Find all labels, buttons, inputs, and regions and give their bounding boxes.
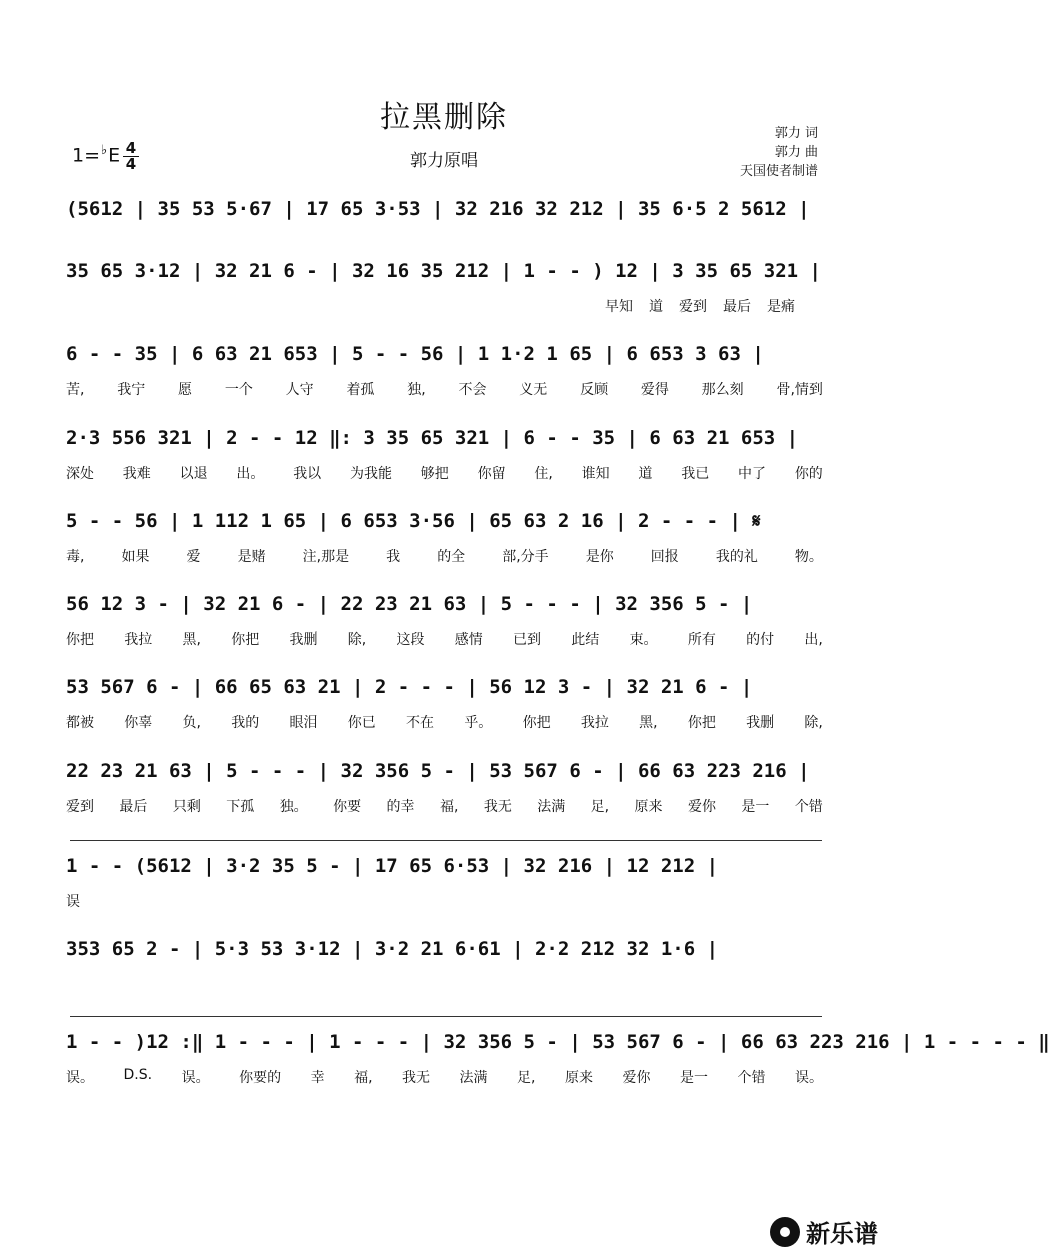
notation-line: 22 23 21 63 | 5 - - - | 32 356 5 - | 53 567 6 - | 66 63 223 216 | xyxy=(66,760,810,782)
notation-line: 2·3 556 321 | 2 - - 12 ‖: 3 35 65 321 | 6 - - 35 | 6 63 21 653 | xyxy=(66,427,799,449)
lyric-word: 束。 xyxy=(629,632,658,648)
lyric-word: 爱你 xyxy=(622,1070,651,1086)
lyricist-credit: 郭力 词 xyxy=(774,126,818,141)
lyric-word: 你把 xyxy=(66,632,94,648)
lyric-word: 爱得 xyxy=(640,382,669,398)
lyric-word: 误。 xyxy=(66,1070,94,1086)
lyric-word: 爱 xyxy=(186,549,201,565)
lyric-line xyxy=(66,712,823,730)
lyric-line xyxy=(66,891,126,909)
lyric-word: 法满 xyxy=(459,1070,488,1086)
lyric-word: 法满 xyxy=(537,799,566,815)
lyric-line xyxy=(66,546,823,564)
notation-line: 353 65 2 - | 5·3 53 3·12 | 3·2 21 6·61 | 2·2 212 32 1·6 | xyxy=(66,938,719,960)
lyric-line xyxy=(66,796,823,814)
lyric-word: 道 xyxy=(638,466,653,482)
lyric-word: 最后 xyxy=(119,799,148,815)
notation-line: 56 12 3 - | 32 21 6 - | 22 23 21 63 | 5 - - - | 32 356 5 - | xyxy=(66,593,753,615)
lyric-word: 爱到 xyxy=(66,799,94,815)
lyric-word: 的付 xyxy=(746,632,775,648)
time-signature-top: 4 xyxy=(125,139,137,157)
time-signature xyxy=(123,141,139,172)
lyric-word: 下孤 xyxy=(226,799,255,815)
lyric-word: 早知 xyxy=(605,299,633,315)
lyric-word: 物。 xyxy=(794,549,823,565)
lyric-word: 都被 xyxy=(66,715,94,731)
lyric-word: 所有 xyxy=(687,632,716,648)
lyric-word: 是赌 xyxy=(237,549,266,565)
lyric-word: 个错 xyxy=(794,799,823,815)
lyric-word: 乎。 xyxy=(464,715,493,731)
notation-line: 1 - - (5612 | 3·2 35 5 - | 17 65 6·53 | 32 216 | 12 212 | xyxy=(66,855,719,877)
lyric-word: 爱到 xyxy=(679,299,707,315)
vinyl-disc-icon xyxy=(770,1217,800,1247)
lyric-word: 道 xyxy=(649,299,663,315)
lyric-word: 中了 xyxy=(738,466,767,482)
lyric-word: 已到 xyxy=(513,632,542,648)
composer-credit: 郭力 曲 xyxy=(774,145,818,160)
lyric-word: 苦, xyxy=(66,382,85,398)
lyric-word: 此结 xyxy=(571,632,600,648)
lyric-word: 不会 xyxy=(458,382,487,398)
notation-line: (5612 | 35 53 5·67 | 17 65 3·53 | 32 216 32 212 | 35 6·5 2 5612 | xyxy=(66,198,810,220)
lyric-word: 黑, xyxy=(639,715,658,731)
time-signature-bottom: 4 xyxy=(123,156,139,172)
lyric-word: 我的 xyxy=(231,715,260,731)
lyric-word: 你要 xyxy=(333,799,362,815)
notation-line: 5 - - 56 | 1 112 1 65 | 6 653 3·56 | 65 63 2 16 | 2 - - - | 𝄋 xyxy=(66,510,761,532)
lyric-word: 的幸 xyxy=(386,799,415,815)
lyric-word: 我以 xyxy=(293,466,322,482)
lyric-word: 不在 xyxy=(406,715,435,731)
lyric-word: 除, xyxy=(804,715,823,731)
notation-line: 1 - - )12 :‖ 1 - - - | 1 - - - | 32 356 5 - | 53 567 6 - | 66 63 223 216 | 1 - - - - ‖ xyxy=(66,1031,1050,1053)
lyric-line xyxy=(66,379,823,397)
lyric-word: 福, xyxy=(354,1070,373,1086)
lyric-word: 着孤 xyxy=(346,382,375,398)
lyric-word: 我的礼 xyxy=(715,549,758,565)
notation-line: 53 567 6 - | 66 65 63 21 | 2 - - - | 56 12 3 - | 32 21 6 - | xyxy=(66,676,753,698)
lyric-word: 我删 xyxy=(289,632,318,648)
watermark-logo xyxy=(770,1214,878,1249)
lyric-word: 幸 xyxy=(310,1070,325,1086)
lyric-word: 我已 xyxy=(681,466,710,482)
lyric-word: 义无 xyxy=(519,382,548,398)
lyric-word: 感情 xyxy=(454,632,483,648)
lyric-word: 我无 xyxy=(402,1070,431,1086)
lyric-word: 个错 xyxy=(737,1070,766,1086)
original-singer: 郭力原唱 xyxy=(410,151,478,171)
key-note: E xyxy=(108,144,121,167)
lyric-word: 这段 xyxy=(396,632,425,648)
lyric-word: 福, xyxy=(439,799,459,815)
lyric-word: 出, xyxy=(804,632,823,648)
lyric-word: 你把 xyxy=(687,715,716,731)
flat-sign: ♭ xyxy=(101,143,108,158)
lyric-word: D.S. xyxy=(123,1067,153,1083)
lyric-word: 爱你 xyxy=(687,799,716,815)
arranger-credit: 天国使者制谱 xyxy=(739,164,818,179)
lyric-word: 我难 xyxy=(122,466,151,482)
lyric-word: 出。 xyxy=(236,466,265,482)
lyric-word: 愿 xyxy=(178,382,193,398)
lyric-word: 误。 xyxy=(181,1070,210,1086)
lyric-line xyxy=(66,1067,823,1085)
lyric-word: 部,分手 xyxy=(502,549,549,565)
lyric-word: 为我能 xyxy=(349,466,392,482)
lyric-word: 我拉 xyxy=(124,632,153,648)
lyric-word: 的全 xyxy=(437,549,466,565)
lyric-word: 独。 xyxy=(279,799,308,815)
lyric-word: 毒, xyxy=(66,549,85,565)
lyric-word: 反顾 xyxy=(580,382,609,398)
watermark-brand: 新乐谱 xyxy=(806,1220,878,1248)
lyric-word: 是你 xyxy=(585,549,614,565)
lyric-word: 住, xyxy=(534,466,553,482)
section-bracket-line xyxy=(70,1016,822,1017)
lyric-word: 注,那是 xyxy=(302,549,350,565)
lyric-word: 回报 xyxy=(650,549,679,565)
lyric-word: 眼泪 xyxy=(289,715,318,731)
lyric-word: 独, xyxy=(407,382,426,398)
lyric-word: 以退 xyxy=(179,466,208,482)
lyric-line xyxy=(66,463,823,481)
lyric-word: 只剩 xyxy=(172,799,201,815)
section-bracket-line xyxy=(70,840,822,841)
lyric-word: 如果 xyxy=(121,549,150,565)
lyric-word: 是一 xyxy=(679,1070,708,1086)
lyric-word: 是痛 xyxy=(767,299,795,315)
lyric-word: 除, xyxy=(347,632,367,648)
lyric-word: 我宁 xyxy=(117,382,146,398)
key-prefix: 1= xyxy=(72,144,101,167)
lyric-word: 一个 xyxy=(224,382,253,398)
lyric-line xyxy=(66,629,823,647)
lyric-word: 你的 xyxy=(794,466,823,482)
lyric-word: 是一 xyxy=(741,799,770,815)
lyric-word: 最后 xyxy=(723,299,751,315)
lyric-word: 那么刻 xyxy=(701,382,744,398)
notation-line: 6 - - 35 | 6 63 21 653 | 5 - - 56 | 1 1·2 1 65 | 6 653 3 63 | xyxy=(66,343,764,365)
lyric-word: 误 xyxy=(66,894,80,910)
lyric-line xyxy=(605,296,795,314)
lyric-word: 黑, xyxy=(182,632,201,648)
lyric-word: 你要的 xyxy=(239,1070,282,1086)
lyric-word: 误。 xyxy=(794,1070,823,1086)
lyric-word: 我删 xyxy=(746,715,775,731)
lyric-word: 人守 xyxy=(285,382,314,398)
lyric-word: 足, xyxy=(517,1070,536,1086)
lyric-word: 够把 xyxy=(420,466,449,482)
notation-line: 35 65 3·12 | 32 21 6 - | 32 16 35 212 | 1 - - ) 12 | 3 35 65 321 | xyxy=(66,260,821,282)
lyric-word: 足, xyxy=(590,799,610,815)
lyric-word: 你把 xyxy=(231,632,260,648)
lyric-word: 负, xyxy=(182,715,201,731)
lyric-word: 原来 xyxy=(634,799,663,815)
lyric-word: 你辜 xyxy=(124,715,153,731)
lyric-word: 你留 xyxy=(477,466,506,482)
lyric-word: 你已 xyxy=(347,715,376,731)
lyric-word: 深处 xyxy=(66,466,94,482)
lyric-word: 你把 xyxy=(522,715,551,731)
song-title: 拉黑删除 xyxy=(380,100,508,135)
lyric-word: 骨,情到 xyxy=(776,382,823,398)
lyric-word: 谁知 xyxy=(581,466,610,482)
lyric-word: 原来 xyxy=(564,1070,593,1086)
lyric-word: 我拉 xyxy=(580,715,609,731)
key-signature xyxy=(72,143,120,166)
lyric-word: 我无 xyxy=(483,799,512,815)
lyric-word: 我 xyxy=(386,549,401,565)
